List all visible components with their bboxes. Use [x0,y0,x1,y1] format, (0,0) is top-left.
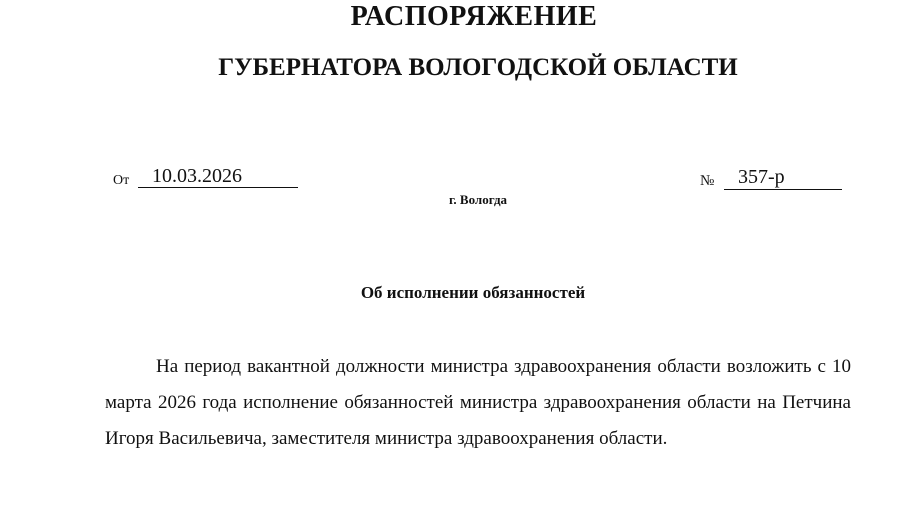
city-label: г. Вологда [448,192,508,207]
date-label: От [113,173,130,188]
document-title: РАСПОРЯЖЕНИЕ [350,1,598,32]
date-value: 10.03.2026 [138,164,298,188]
number-label: № [700,173,715,189]
document-subject: Об исполнении обязанностей [360,283,586,302]
number-value: 357-р [724,164,842,190]
document-subtitle: ГУБЕРНАТОРА ВОЛОГОДСКОЙ ОБЛАСТИ [218,54,738,81]
body-paragraph: На период вакантной должности министра здравоохранения области возложить с 10 марта 2026 года исполнение обязанностей министра здравоохранения области на Петчина Игоря Васильевича, заместителя министра здравоохранения области. [105,356,851,449]
